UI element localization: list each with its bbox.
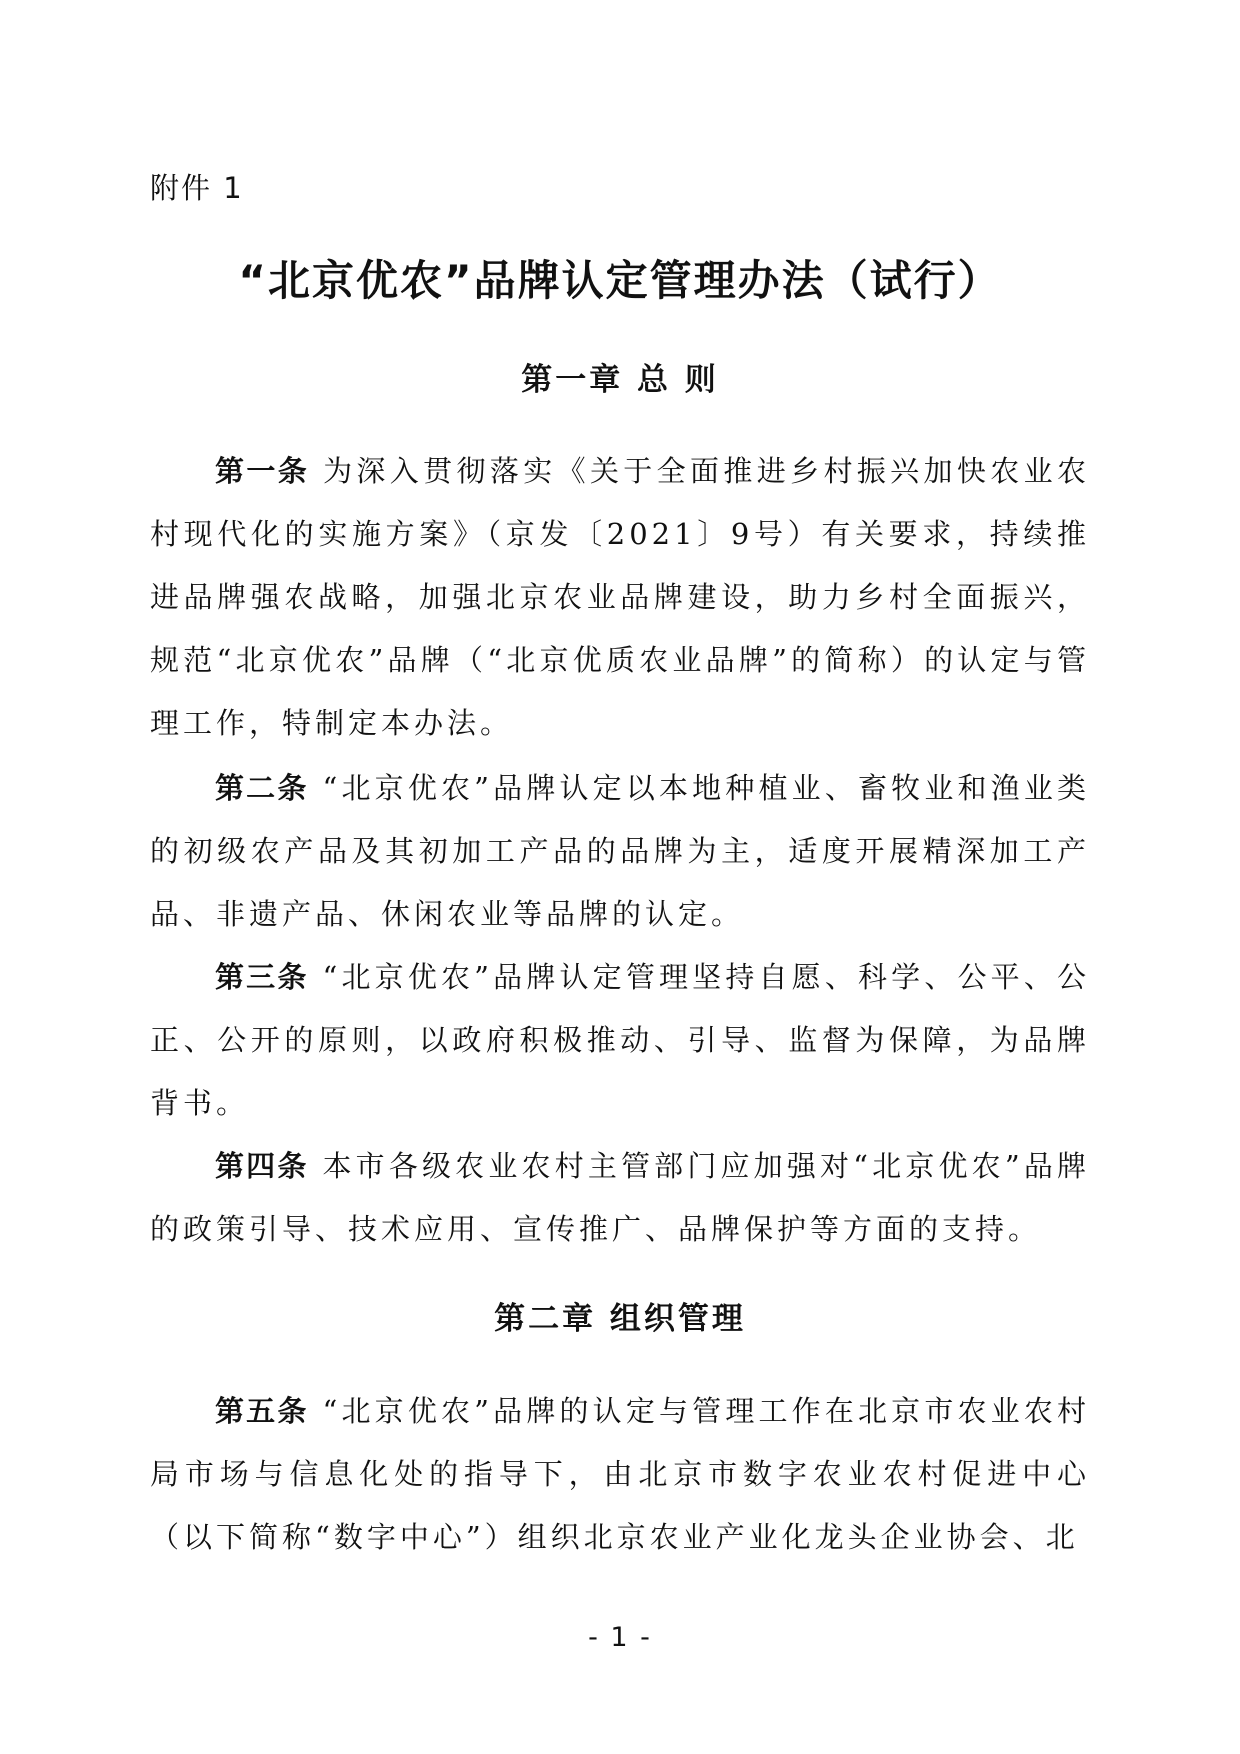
article-label: 第二条 [215,771,309,805]
article-text: “北京优农”品牌认定以本地种植业、畜牧业和渔业类的初级农产品及其初加工产品的品牌为主，适度开展精深加工产品、非遗产品、休闲农业等品牌的认定。 [150,771,1090,931]
article-label: 第四条 [215,1149,309,1183]
article-text: 为深入贯彻落实《关于全面推进乡村振兴加快农业农村现代化的实施方案》（京发〔2021〕9号）有关要求，持续推进品牌强农战略，加强北京农业品牌建设，助力乡村全面振兴，规范“北京优农”品牌（“北京优质农业品牌”的简称）的认定与管理工作，特制定本办法。 [150,454,1090,740]
page-number: - 1 - [588,1622,652,1653]
article-text: 本市各级农业农村主管部门应加强对“北京优农”品牌的政策引导、技术应用、宣传推广、品牌保护等方面的支持。 [150,1149,1090,1246]
article-label: 第一条 [215,454,310,488]
chapter-heading: 第一章 总 则 [521,362,719,398]
chapter-heading: 第二章 组织管理 [494,1301,746,1337]
article-text: “北京优农”品牌认定管理坚持自愿、科学、公平、公正、公开的原则，以政府积极推动、引导、监督为保障，为品牌背书。 [150,960,1090,1120]
article-paragraph [150,1380,1090,1569]
article-label: 第三条 [215,960,309,994]
article-text: “北京优农”品牌的认定与管理工作在北京市农业农村局市场与信息化处的指导下，由北京市数字农业农村促进中心（以下简称“数字中心”）组织北京农业产业化龙头企业协会、北 [150,1394,1090,1554]
article-paragraph [150,440,1090,755]
article-paragraph [150,1135,1090,1261]
article-paragraph [150,757,1090,946]
document-title: “北京优农”品牌认定管理办法（试行） [238,256,1002,305]
article-label: 第五条 [215,1394,309,1428]
attachment-label: 附件 1 [150,171,244,205]
article-paragraph [150,946,1090,1135]
